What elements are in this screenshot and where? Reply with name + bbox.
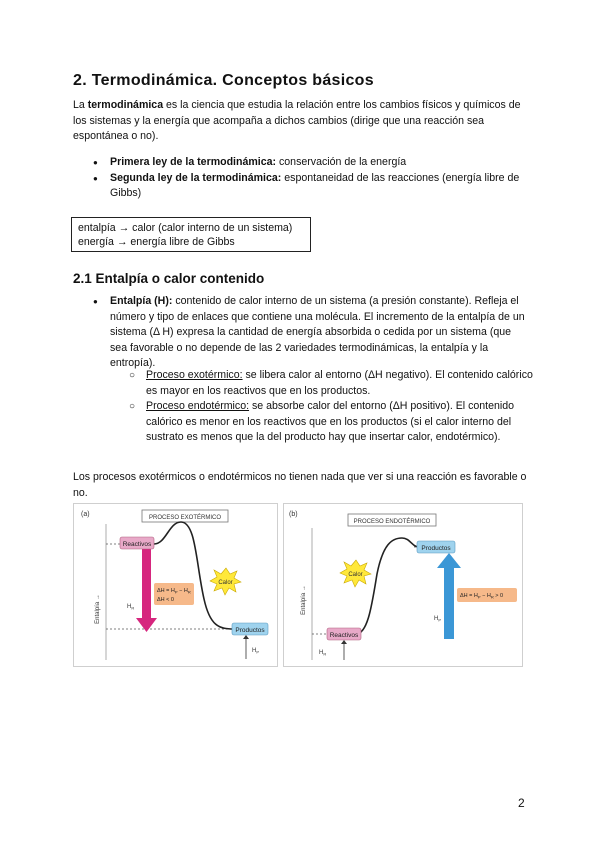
process-label: Proceso endotérmico:: [146, 400, 250, 412]
summary-line: entalpía → calor (calor interno de un sistema): [78, 222, 293, 234]
law-text: espontaneidad de las reacciones (energía libre de Gibbs): [110, 171, 520, 199]
hr-marker-head: [341, 640, 347, 644]
process-label: Proceso exotérmico:: [146, 369, 243, 381]
products-label: Productos: [235, 627, 265, 634]
hp-marker-head: [243, 635, 249, 639]
intro-post: es la ciencia que estudia la relación entre los cambios físicos y químicos de los sistemas y la energía que acompaña a dichos cambios (dirige que una reacción sea espontánea o no).: [73, 99, 521, 142]
subsection-title: 2.1 Entalpía o calor contenido: [73, 271, 265, 286]
summary-box: [71, 217, 311, 252]
panel-label: (b): [289, 511, 298, 518]
intro-paragraph: [73, 98, 533, 145]
outro-paragraph: Los procesos exotérmicos o endotérmicos no tienen nada que ver si una reacción es favorable o no.: [73, 471, 527, 499]
process-text: se absorbe calor del entorno (ΔH positivo). El contenido calórico es menor en los reactivos que en los productos (si el calor interno del sustrato es menos que la del producto hay que insertar calor, endotérmico).: [146, 400, 515, 443]
summary-line: energía → energía libre de Gibbs: [78, 236, 235, 248]
enthalpy-text: contenido de calor interno de un sistema (a presión constante). Refleja el número y tipo de enlaces que contiene una molécula. El incremento de la entalpía de un sistema (Δ H) expresa la cantidad de energía absorbida o cedida por un sistema (que sea favorable o no depende de las 2 variedades termodinámicas, la entalpía y la entropía).: [110, 295, 525, 369]
process-item-exothermic: [128, 368, 533, 399]
products-label: Productos: [421, 545, 451, 552]
figure-exothermic: [73, 503, 278, 667]
reactants-label: Reactivos: [329, 632, 359, 639]
law-text: conservación de la energía: [276, 156, 407, 168]
hr-label: $H_R$: [319, 650, 327, 657]
endothermic-diagram: [284, 504, 522, 666]
hp-label: $H_P$: [434, 616, 442, 623]
diagram-title: PROCESO ENDOTÉRMICO: [353, 519, 431, 525]
enthalpy-arrow-shaft: [444, 566, 454, 639]
enthalpy-item: [91, 294, 531, 372]
axis-label: Entalpía →: [95, 594, 101, 624]
hp-label: $H_P$: [252, 648, 260, 655]
intro-pre: La: [73, 99, 88, 111]
equation-line-2: ΔH < 0: [157, 597, 174, 603]
enthalpy-arrow-head: [136, 618, 157, 632]
heat-label: Calor: [348, 572, 363, 578]
enthalpy-list: [91, 294, 531, 372]
laws-list: [91, 155, 531, 202]
equation-line: $\Delta H = H_P - H_R > 0$: [460, 593, 504, 600]
law-item-second: [91, 171, 531, 202]
panel-label: (a): [81, 511, 90, 518]
process-item-endothermic: [128, 399, 533, 446]
hr-label: $H_R$: [127, 604, 135, 611]
axis-label: Entalpía →: [301, 585, 307, 615]
page-title: 2. Termodinámica. Conceptos básicos: [73, 72, 374, 89]
process-list: [128, 368, 533, 446]
exothermic-diagram: [74, 504, 277, 666]
enthalpy-arrow-head: [437, 553, 461, 568]
equation-line-1: $\Delta H = H_P - H_R$: [157, 588, 191, 595]
figure-endothermic: [283, 503, 523, 667]
law-label: Primera ley de la termodinámica:: [110, 156, 277, 168]
law-label: Segunda ley de la termodinámica:: [110, 171, 282, 184]
heat-label: Calor: [218, 580, 233, 586]
intro-term: termodinámica: [87, 99, 164, 111]
reactants-label: Reactivos: [122, 541, 152, 548]
law-item-first: [91, 155, 531, 171]
enthalpy-arrow-shaft: [142, 546, 151, 620]
enthalpy-label: Entalpía (H):: [110, 295, 173, 307]
page-number: 2: [518, 796, 525, 810]
process-text: se libera calor al entorno (ΔH negativo). El contenido calórico es mayor en los reactivos que en los productos.: [146, 369, 533, 397]
diagram-title: PROCESO EXOTÉRMICO: [148, 515, 222, 521]
